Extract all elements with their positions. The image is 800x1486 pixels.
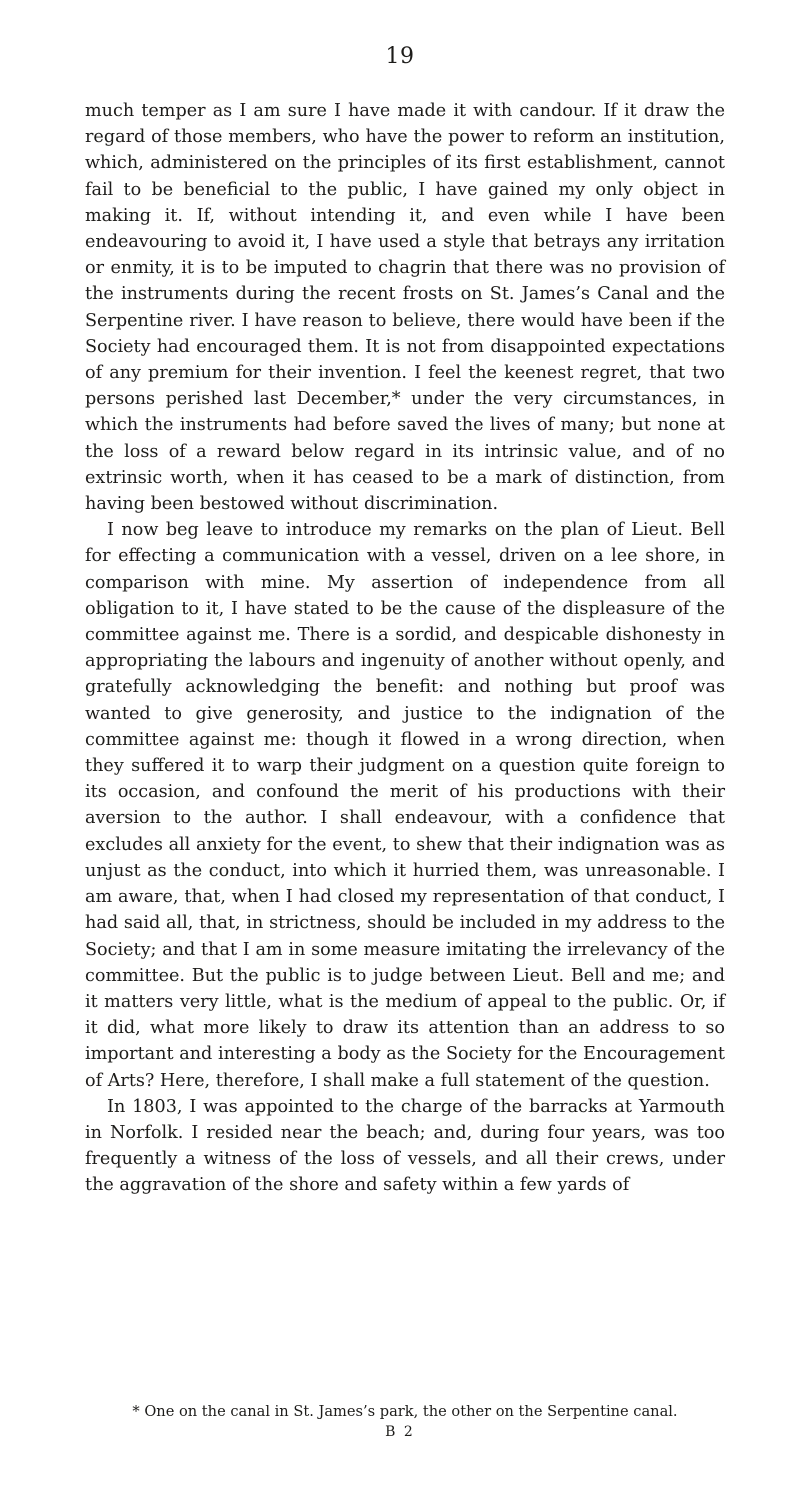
footnote: * One on the canal in St. James’s park, the other on the Serpentine canal.: [132, 1403, 678, 1420]
paragraph-2: I now beg leave to introduce my remarks on the plan of Lieut. Bell for effecting a communication with a vessel, driven on a lee shore, in comparison with mine. My assertion of independence from all obligation to it, I have stated to be the cause of the displeasure of the committee against me. There is a sordid, and despicable dishonesty in appropriating the labours and ingenuity of another without openly, and gratefully acknowledging the benefit: and nothing but proof was wanted to give generosity, and justice to the indignation of the committee against me: though it flowed in a wrong direction, when they suffered it to warp their judgment on a question quite foreign to its occasion, and confound the merit of his productions with their aversion to the author. I shall endeavour, with a confidence that excludes all anxiety for the event, to shew that their indignation was as unjust as the conduct, into which it hurried them, was unreasonable. I am aware, that, when I had closed my representation of that conduct, I had said all, that, in strictness, should be included in my address to the Society; and that I am in some measure imitating the irrelevancy of the committee. But the public is to judge between Lieut. Bell and me; and it matters very little, what is the medium of appeal to the public. Or, if it did, what more likely to draw its attention than an address to so important and interesting a body as the Society for the Encouragement of Arts? Here, therefore, I shall make a full statement of the question.: [85, 520, 725, 1091]
paragraph-3: In 1803, I was appointed to the charge of the barracks at Yarmouth in Norfolk. I resided near the beach; and, during four years, was too frequently a witness of the loss of vessels, and all their crews, under the aggravation of the shore and safety within a few yards of: [85, 1096, 725, 1196]
body-text: [85, 98, 725, 1199]
page-number: 19: [385, 44, 415, 69]
paragraph-1: much temper as I am sure I have made it with candour. If it draw the regard of those members, who have the power to reform an institution, which, administered on the principles of its first establishment, cannot fail to be beneficial to the public, I have gained my only object in making it. If, without intending it, and even while I have been endeavouring to avoid it, I have used a style that betrays any irritation or enmity, it is to be imputed to chagrin that there was no provision of the instruments during the recent frosts on St. James’s Canal and the Serpentine river. I have reason to believe, there would have been if the Society had encouraged them. It is not from disappointed expectations of any premium for their invention. I feel the keenest regret, that two persons perished last December,* under the very circumstances, in which the instruments had before saved the lives of many; but none at the loss of a reward below regard in its intrinsic value, and of no extrinsic worth, when it has ceased to be a mark of distinction, from having been bestowed without discrimination.: [85, 101, 725, 515]
signature-mark: B 2: [385, 1424, 415, 1440]
